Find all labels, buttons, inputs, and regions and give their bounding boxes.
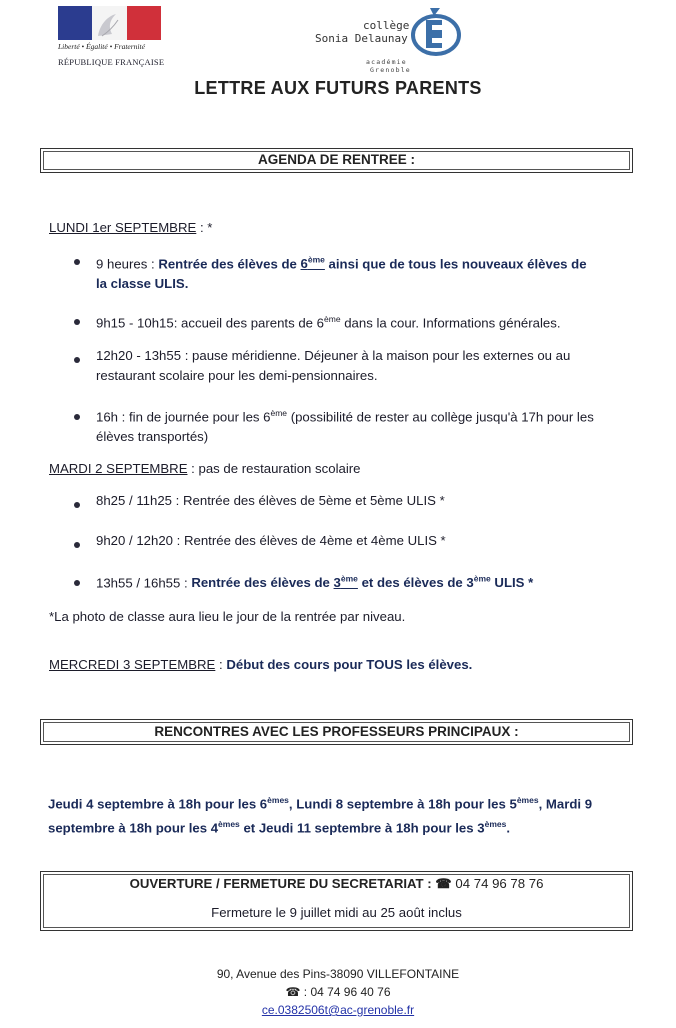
lundi-item-3: 12h20 - 13h55 : pause méridienne. Déjeuner à la maison pour les externes ou au restaurant scolaire pour les demi-pensionnaires. xyxy=(96,348,571,383)
lundi-item-2: 9h15 - 10h15: accueil des parents de 6ème dans la cour. Informations générales. xyxy=(96,314,561,331)
rencontres-heading-box xyxy=(40,719,633,745)
bullet xyxy=(74,414,80,420)
photo-note: *La photo de classe aura lieu le jour de la rentrée par niveau. xyxy=(49,609,406,624)
college-word: collège xyxy=(363,19,410,32)
bullet xyxy=(74,580,80,586)
lundi-day: LUNDI 1er SEPTEMBRE xyxy=(49,220,197,235)
bullet xyxy=(74,259,80,265)
mardi-item-3: 13h55 / 16h55 : Rentrée des élèves de 3ème et des élèves de 3ème ULIS * xyxy=(96,574,534,591)
page-title: LETTRE AUX FUTURS PARENTS xyxy=(194,78,482,98)
secretariat-phone: 04 74 96 78 76 xyxy=(451,876,544,891)
lundi-item-4: 16h : fin de journée pour les 6ème (possibilité de rester au collège jusqu'à 17h pour les élèves transportés) xyxy=(96,408,594,445)
lundi-item-1: 9 heures : Rentrée des élèves de 6ème ainsi que de tous les nouveaux élèves de la classe ULIS. xyxy=(96,255,587,292)
secretariat-closing: Fermeture le 9 juillet midi au 25 août inclus xyxy=(211,905,462,920)
telephone-icon: ☎ xyxy=(285,985,301,999)
mardi-item-1: 8h25 / 11h25 : Rentrée des élèves de 5ème et 5ème ULIS * xyxy=(96,493,445,508)
footer-phone-line: ☎ : 04 74 96 40 76 xyxy=(285,985,391,999)
mardi-suffix: : pas de restauration scolaire xyxy=(187,461,361,476)
secretariat-heading-line xyxy=(41,876,632,892)
agenda-heading-box xyxy=(40,148,633,173)
bullet xyxy=(74,542,80,548)
mercredi-line: MERCREDI 3 SEPTEMBRE : Début des cours pour TOUS les élèves. xyxy=(49,657,473,672)
mardi-day: MARDI 2 SEPTEMBRE xyxy=(49,461,188,476)
secretariat-heading: OUVERTURE / FERMETURE DU SECRETARIAT : xyxy=(129,876,436,891)
agenda-heading: AGENDA DE RENTREE : xyxy=(257,152,415,167)
secretariat-box xyxy=(40,871,633,931)
academie-label: académie xyxy=(366,58,407,66)
lundi-suffix: : * xyxy=(196,220,213,235)
academie-city: Grenoble xyxy=(370,66,411,74)
college-logo xyxy=(410,6,462,58)
mardi-item-2: 9h20 / 12h20 : Rentrée des élèves de 4ème et 4ème ULIS * xyxy=(96,533,446,548)
telephone-icon: ☎ xyxy=(435,876,452,891)
mardi-line xyxy=(49,459,361,479)
rencontres-dates: Jeudi 4 septembre à 18h pour les 6èmes, Lundi 8 septembre à 18h pour les 5èmes, Mardi 9 septembre à 18h pour les 4èmes et Jeudi 11 septembre à 18h pour les 3èmes. xyxy=(48,795,593,836)
mercredi-day: MERCREDI 3 SEPTEMBRE xyxy=(49,657,216,672)
college-name: Sonia Delaunay xyxy=(315,32,408,45)
bullet xyxy=(74,319,80,325)
bullet xyxy=(74,502,80,508)
footer-email-link[interactable]: ce.0382506t@ac-grenoble.fr xyxy=(261,1003,415,1017)
footer-email-line xyxy=(0,1003,676,1017)
republique-francaise-logo xyxy=(58,6,161,40)
rf-name: RÉPUBLIQUE FRANÇAISE xyxy=(58,57,165,67)
rencontres-heading: RENCONTRES AVEC LES PROFESSEURS PRINCIPAUX : xyxy=(154,724,519,739)
mercredi-text: Début des cours pour TOUS les élèves. xyxy=(226,657,473,672)
lundi-line xyxy=(49,218,212,238)
rf-motto: Liberté • Égalité • Fraternité xyxy=(58,42,145,51)
bullet xyxy=(74,357,80,363)
footer-address: 90, Avenue des Pins-38090 VILLEFONTAINE xyxy=(216,967,460,981)
